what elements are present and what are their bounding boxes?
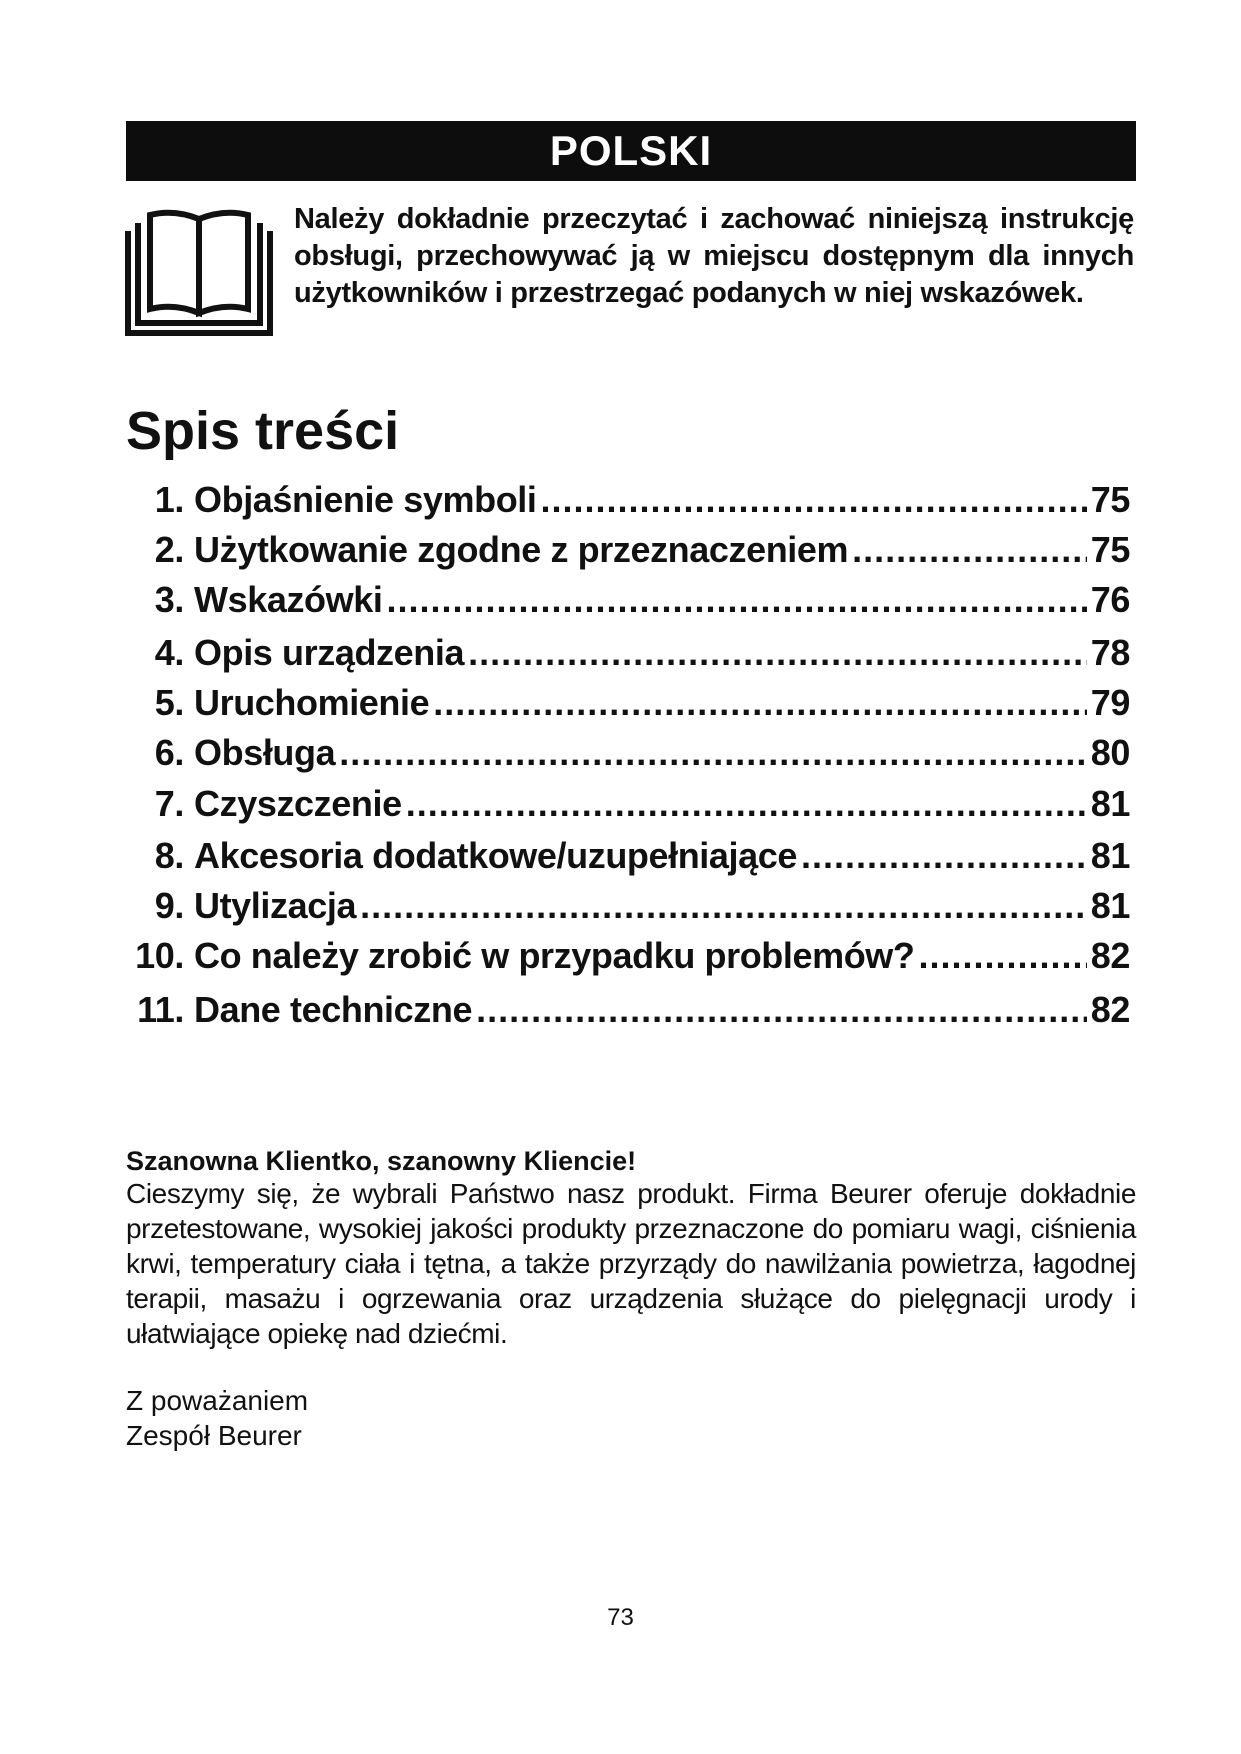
toc-entry-number: 4. (154, 632, 184, 673)
letter-body: Cieszymy się, że wybrali Państwo nasz produkt. Firma Beurer oferuje dokładnie przetestowane, wysokiej jakości produkty przeznaczone do pomiaru wagi, ciśnienia krwi, temperatury ciała i tętna, a także przyrządy do nawilżania powietrza, łagodnej terapii, masażu i ogrzewania oraz urządzenia służące do pielęgnacji urody i ułatwiające opiekę nad dziećmi. (126, 1178, 1136, 1349)
toc-entry-label: Wskazówki (194, 579, 383, 620)
toc-entry-page: 79 (1090, 682, 1130, 723)
toc-entry-label: Czyszczenie (194, 783, 402, 824)
toc-leader-dots (852, 528, 1087, 572)
language-title: POLSKI (549, 127, 713, 174)
toc-entry (126, 834, 1130, 878)
toc-entry (126, 988, 1130, 1032)
toc-entry-number: 7. (154, 783, 184, 824)
toc-leader-dots (541, 478, 1087, 522)
toc-entry-label: Użytkowanie zgodne z przeznaczeniem (194, 529, 849, 570)
toc-leader-dots (476, 988, 1087, 1032)
toc-entry-page: 75 (1090, 529, 1130, 570)
book-icon (124, 207, 274, 337)
toc-entry (126, 884, 1130, 928)
toc-entry (126, 934, 1130, 978)
toc-leader-dots (468, 631, 1087, 675)
closing-signature: Zespół Beurer (126, 1420, 302, 1451)
letter-greeting: Szanowna Klientko, szanowny Kliencie! (126, 1146, 637, 1176)
toc-entry (126, 578, 1130, 622)
toc-entry (126, 782, 1130, 826)
toc-entry-label: Co należy zrobić w przypadku problemów? (194, 935, 915, 976)
toc-leader-dots (801, 834, 1087, 878)
toc-entry-number: 1. (154, 479, 184, 520)
toc-entry-label: Utylizacja (194, 885, 357, 926)
toc-entry (126, 731, 1130, 775)
toc-entry-label: Akcesoria dodatkowe/uzupełniające (194, 835, 798, 876)
toc-entry (126, 681, 1130, 725)
toc-leader-dots (433, 681, 1087, 725)
toc-leader-dots (406, 782, 1087, 826)
toc-title: Spis treści (126, 401, 400, 461)
toc-entry (126, 478, 1130, 522)
toc-leader-dots (339, 731, 1087, 775)
letter-closing (126, 1383, 308, 1453)
toc-entry-label: Obsługa (194, 732, 336, 773)
toc-entry-label: Dane techniczne (194, 989, 473, 1030)
toc-entry-page: 80 (1090, 732, 1130, 773)
language-header-bar (126, 121, 1136, 181)
toc-entry-page: 82 (1090, 989, 1130, 1030)
toc-entry-page: 78 (1090, 632, 1130, 673)
toc-entry-number: 3. (154, 579, 184, 620)
toc-leader-dots (386, 578, 1086, 622)
toc-leader-dots (919, 934, 1087, 978)
toc-entry-page: 82 (1090, 935, 1130, 976)
toc-entry-number: 2. (154, 529, 184, 570)
toc-entry-page: 81 (1090, 783, 1130, 824)
toc-entry-number: 9. (154, 885, 184, 926)
toc-entry-number: 10. (135, 935, 184, 976)
toc-entry-label: Uruchomienie (194, 682, 430, 723)
toc-entry-label: Opis urządzenia (194, 632, 465, 673)
toc-entry (126, 631, 1130, 675)
toc-entry-number: 6. (154, 732, 184, 773)
toc-entry-page: 76 (1090, 579, 1130, 620)
toc-entry-number: 5. (154, 682, 184, 723)
toc-entry-number: 11. (137, 989, 184, 1030)
closing-regards: Z poważaniem (126, 1385, 309, 1416)
toc-entry-page: 81 (1090, 835, 1130, 876)
read-instructions-notice: Należy dokładnie przeczytać i zachować niniejszą instrukcję obsługi, przechowywać ją w miejscu dostępnym dla innych użytkowników i przestrzegać podanych w niej wskazówek. (294, 203, 1134, 309)
toc-entry-page: 75 (1090, 479, 1130, 520)
page-number: 73 (607, 1604, 634, 1631)
toc-entry-label: Objaśnienie symboli (194, 479, 537, 520)
toc-entry (126, 528, 1130, 572)
toc-entry-number: 8. (154, 835, 184, 876)
toc-entry-page: 81 (1090, 885, 1130, 926)
toc-leader-dots (360, 884, 1087, 928)
